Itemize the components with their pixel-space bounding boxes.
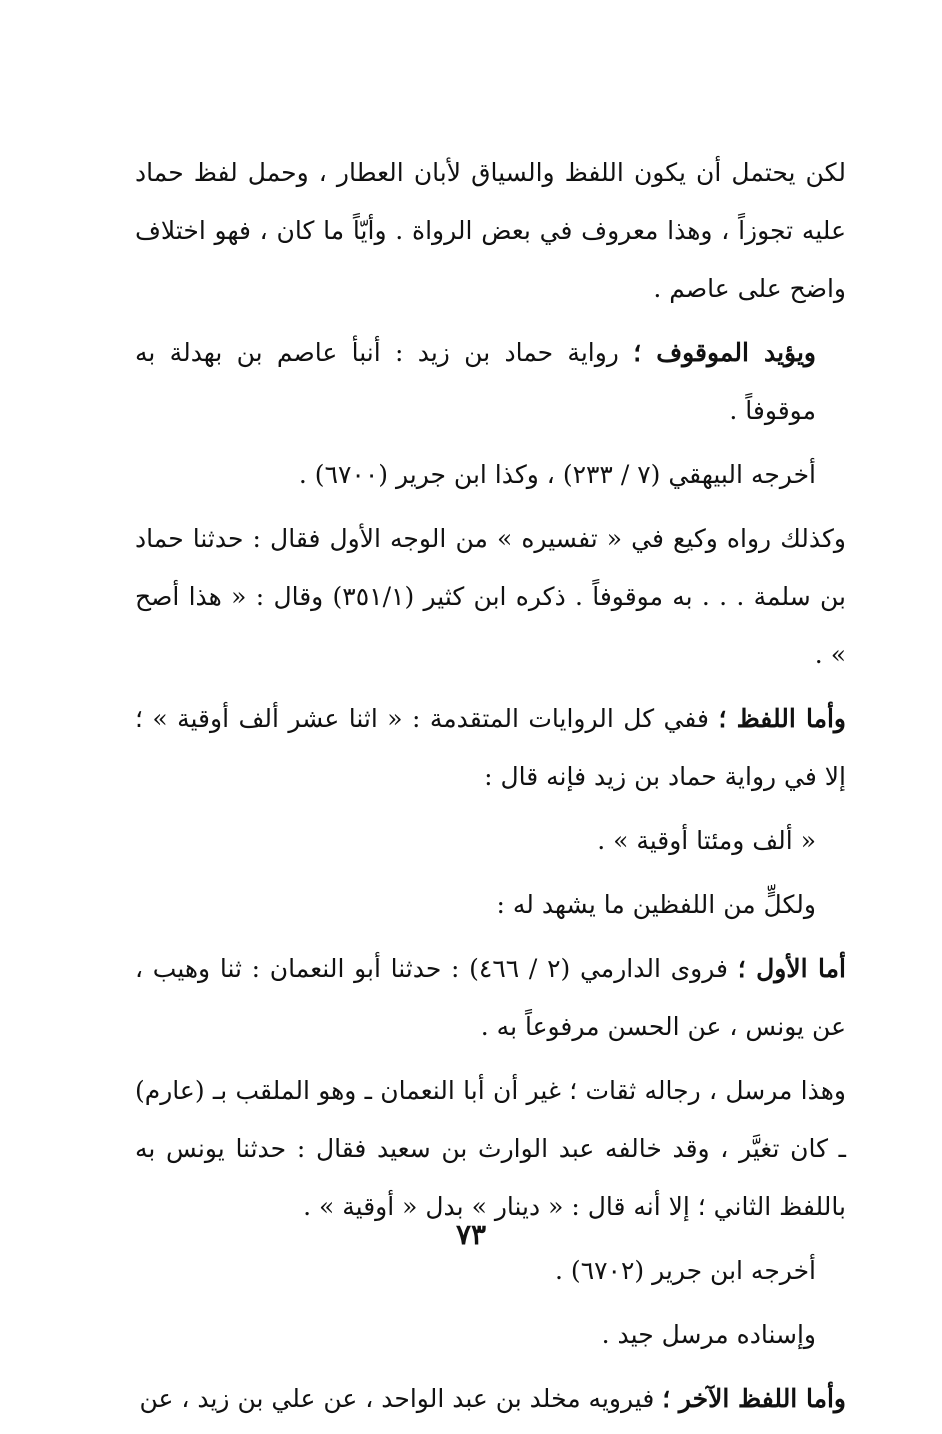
paragraph-12-lead: وأما اللفظ الآخر ؛: [662, 1384, 846, 1413]
paragraph-9: [135, 1062, 846, 1236]
paragraph-2: [135, 324, 846, 440]
paragraph-11-text: وإسناده مرسل جيد .: [601, 1320, 816, 1349]
paragraph-12-text: فيرويه مخلد بن عبد الواحد ، عن علي بن زيد ، عن: [139, 1384, 663, 1413]
paragraph-6: [135, 812, 846, 870]
paragraph-5: [135, 690, 846, 806]
paragraph-8: [135, 940, 846, 1056]
paragraph-7-text: ولكلٍّ من اللفظين ما يشهد له :: [496, 890, 816, 919]
paragraph-9-text: وهذا مرسل ، رجاله ثقات ؛ غير أن أبا النعمان ـ وهو الملقب بـ (عارم) ـ كان تغيَّر ، وقد خالفه عبد الوارث بن سعيد فقال : حدثنا يونس به باللفظ الثاني ؛ إلا أنه قال : « دينار » بدل « أوقية » .: [135, 1076, 846, 1221]
paragraph-5-text: ففي كل الروايات المتقدمة : « اثنا عشر ألف أوقية » ؛ إلا في رواية حماد بن زيد فإنه قال :: [135, 704, 846, 791]
paragraph-8-text: فروى الدارمي (٢ / ٤٦٦) : حدثنا أبو النعمان : ثنا وهيب ، عن يونس ، عن الحسن مرفوعاً به .: [135, 954, 846, 1041]
paragraph-1-text: لكن يحتمل أن يكون اللفظ والسياق لأبان العطار ، وحمل لفظ حماد عليه تجوزاً ، وهذا معروف في بعض الرواة . وأيّاً ما كان ، فهو اختلاف واضح على عاصم .: [135, 158, 846, 303]
paragraph-2-lead: ويؤيد الموقوف ؛: [633, 338, 816, 367]
paragraph-12: [135, 1370, 846, 1428]
paragraph-4: [135, 510, 846, 684]
paragraph-1: [135, 144, 846, 318]
paragraph-10-text: أخرجه ابن جرير (٦٧٠٢) .: [555, 1256, 816, 1285]
page-number: ٧٣: [455, 1218, 487, 1251]
paragraph-10: [135, 1242, 846, 1300]
paragraph-7: [135, 876, 846, 934]
paragraph-6-text: « ألف ومئتا أوقية » .: [597, 826, 816, 855]
paragraph-11: [135, 1306, 846, 1364]
paragraph-3: [135, 446, 846, 504]
paragraph-2-text: رواية حماد بن زيد : أنبأ عاصم بن بهدلة به موقوفاً .: [135, 338, 816, 425]
paragraph-4-text: وكذلك رواه وكيع في « تفسيره » من الوجه الأول فقال : حدثنا حماد بن سلمة . . . به موقوفاً . ذكره ابن كثير (٣٥١/١) وقال : « هذا أصح » .: [135, 524, 846, 669]
paragraph-3-text: أخرجه البيهقي (٧ / ٢٣٣) ، وكذا ابن جرير (٦٧٠٠) .: [298, 460, 816, 489]
paragraph-5-lead: وأما اللفظ ؛: [718, 704, 846, 733]
paragraph-8-lead: أما الأول ؛: [737, 954, 846, 983]
